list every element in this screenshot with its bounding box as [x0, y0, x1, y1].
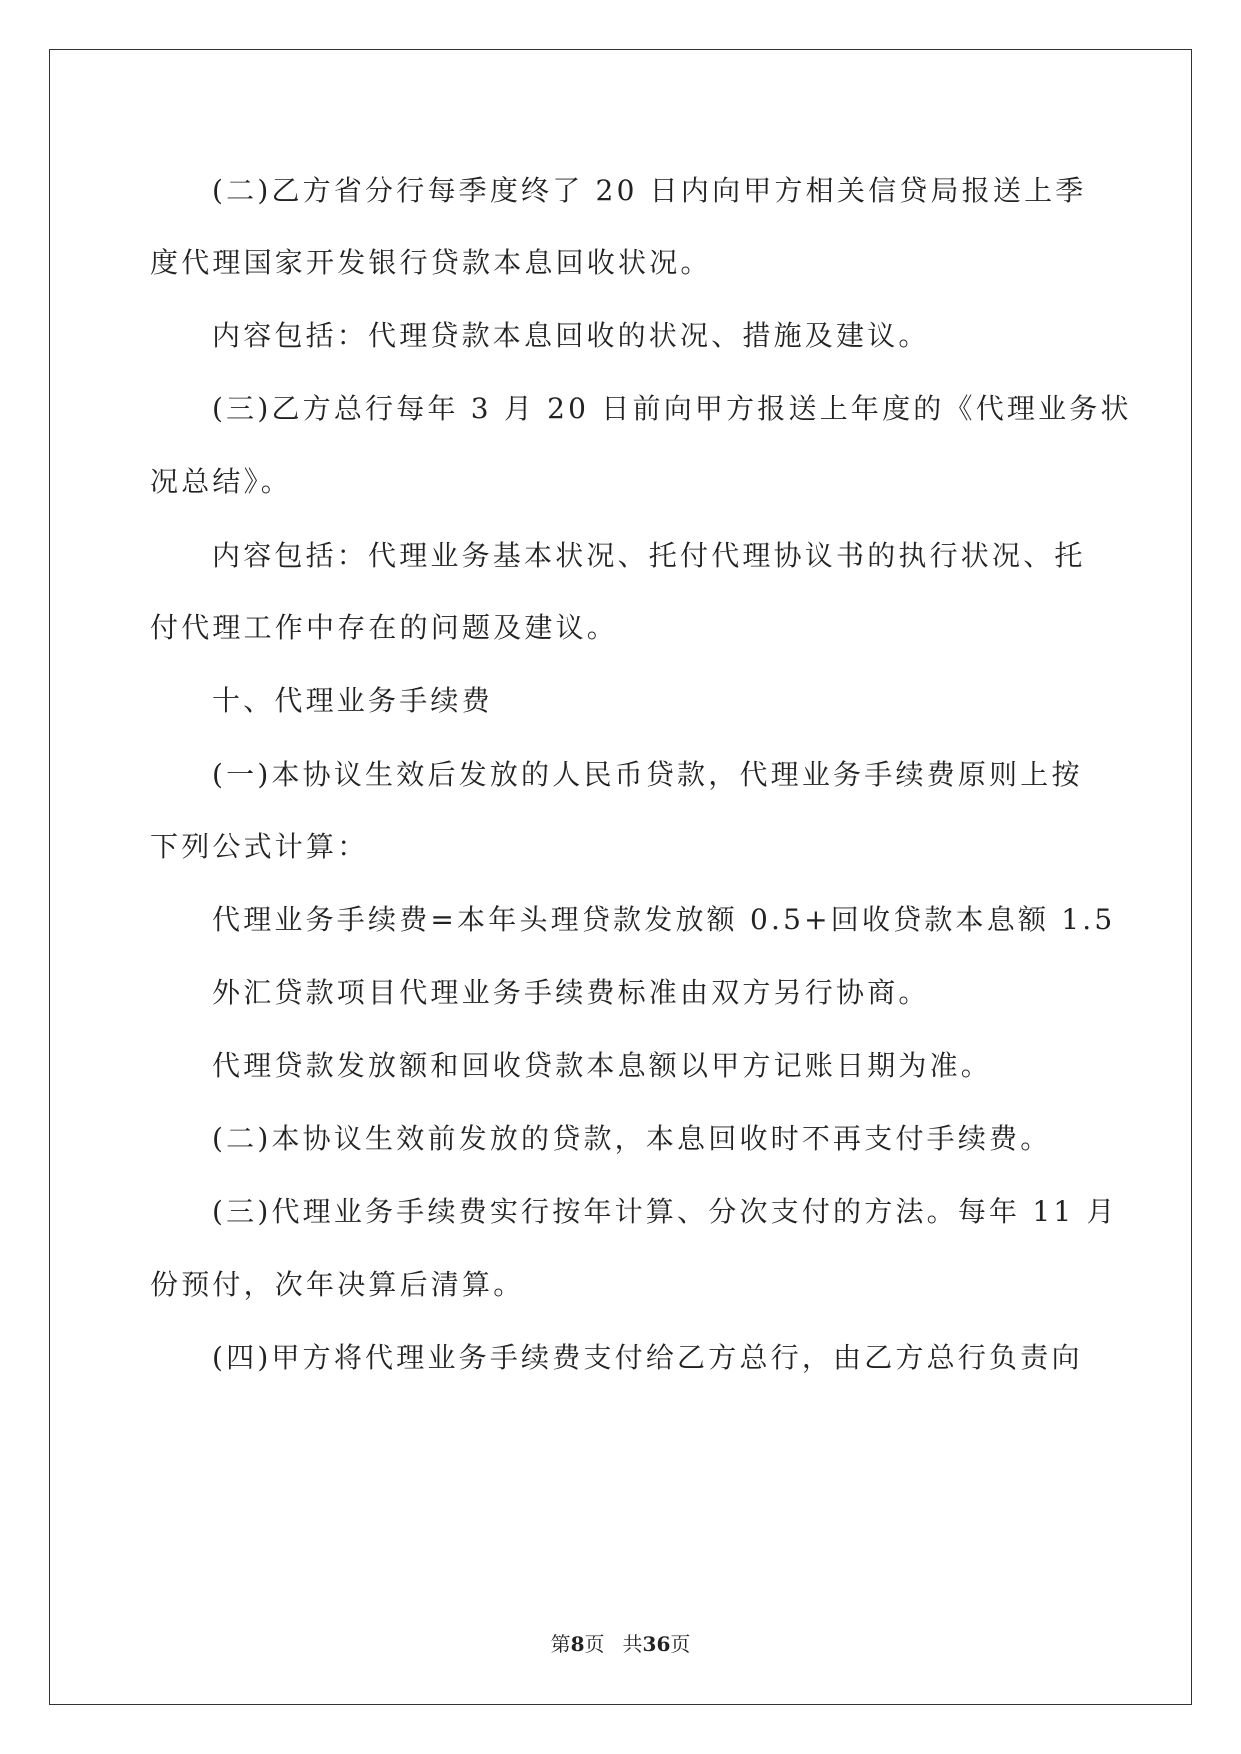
section-heading: 十、代理业务手续费	[212, 684, 493, 717]
total-suffix: 页	[670, 1632, 691, 1656]
paragraph-line: (二)本协议生效前发放的贷款，本息回收时不再支付手续费。	[212, 1122, 1052, 1155]
paragraph-line: 内容包括：代理业务基本状况、托付代理协议书的执行状况、托	[212, 539, 1086, 572]
paragraph-line: 度代理国家开发银行贷款本息回收状况。	[150, 246, 712, 279]
page-suffix: 页	[584, 1632, 605, 1656]
paragraph-line: 付代理工作中存在的问题及建议。	[150, 611, 619, 644]
paragraph-line: (二)乙方省分行每季度终了 20 日内向甲方相关信贷局报送上季	[212, 174, 1087, 207]
paragraph-line: 外汇贷款项目代理业务手续费标准由双方另行协商。	[212, 976, 930, 1009]
page-border	[49, 49, 1192, 1705]
formula-line: 代理业务手续费=本年头理贷款发放额 0.5+回收贷款本息额 1.5	[212, 903, 1116, 936]
page-footer	[0, 1632, 1241, 1656]
paragraph-line: (三)乙方总行每年 3 月 20 日前向甲方报送上年度的《代理业务状	[212, 392, 1132, 425]
page-number: 8	[570, 1632, 585, 1656]
paragraph-line: 代理贷款发放额和回收贷款本息额以甲方记账日期为准。	[212, 1049, 993, 1082]
page-total: 36	[642, 1632, 671, 1656]
paragraph-line: (三)代理业务手续费实行按年计算、分次支付的方法。每年 11 月	[212, 1195, 1118, 1228]
paragraph-line: (四)甲方将代理业务手续费支付给乙方总行，由乙方总行负责向	[212, 1341, 1083, 1374]
paragraph-line: 下列公式计算：	[150, 830, 369, 863]
paragraph-line: (一)本协议生效后发放的人民币贷款，代理业务手续费原则上按	[212, 758, 1083, 791]
total-prefix: 共	[622, 1632, 643, 1656]
paragraph-line: 内容包括：代理贷款本息回收的状况、措施及建议。	[212, 319, 930, 352]
page-prefix: 第	[550, 1632, 571, 1656]
paragraph-line: 况总结》。	[150, 465, 293, 498]
paragraph-line: 份预付，次年决算后清算。	[150, 1268, 525, 1301]
